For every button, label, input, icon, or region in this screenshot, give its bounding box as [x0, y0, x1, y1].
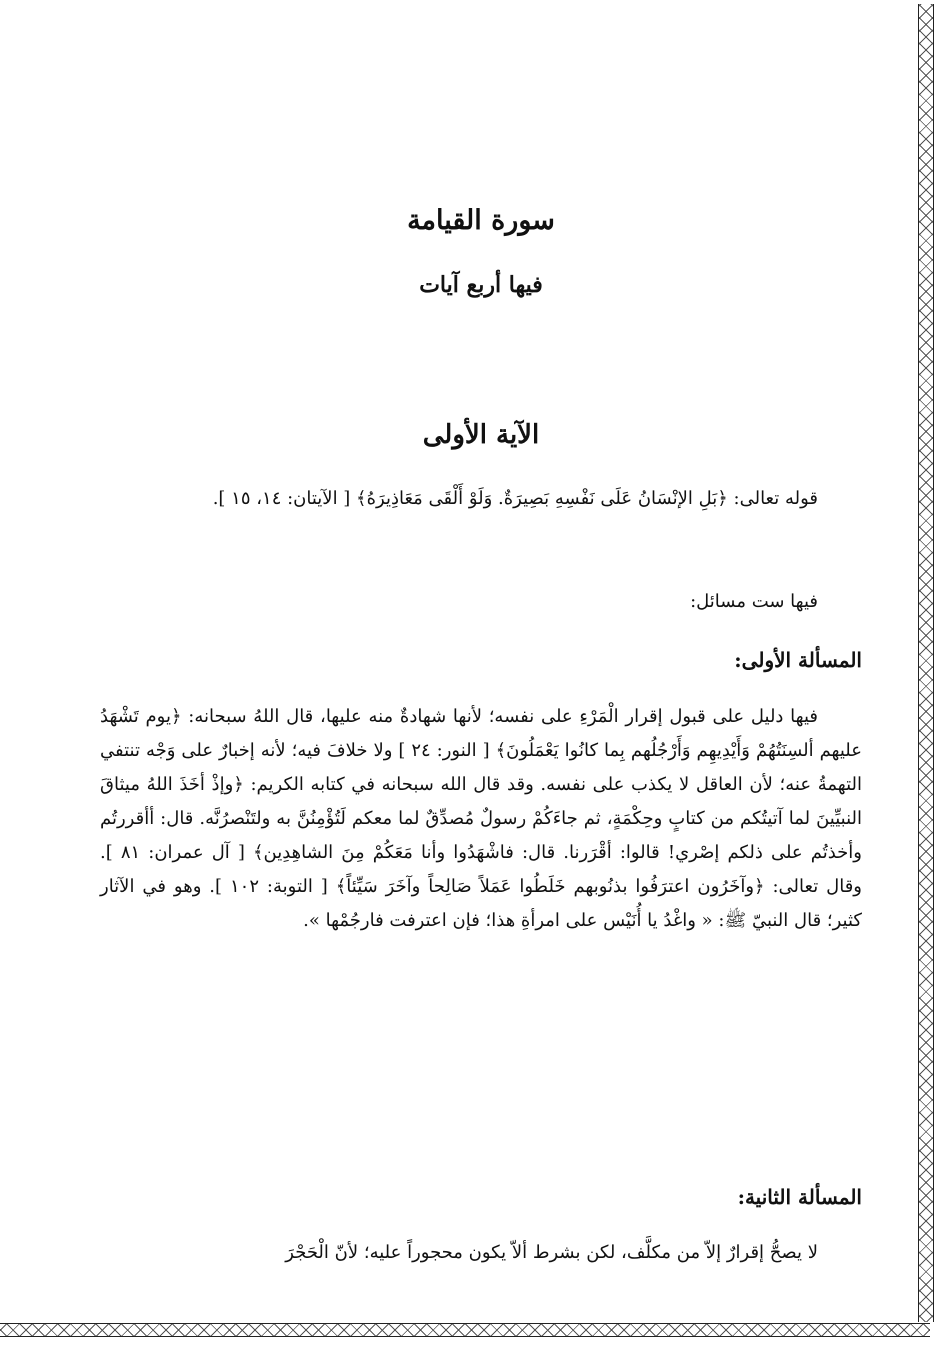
ayah-intro-paragraph: قوله تعالى: ﴿بَلِ الإنْسَانُ عَلَى نَفْسِهِ بَصِيرَةٌ. وَلَوْ أَلْقَى مَعَاذِيرَهُ﴾ [ الآيتان: ١٤، ١٥ ]. — [212, 488, 818, 509]
issue-2-body: لا يصحُّ إقرارٌ إلاّ من مكلَّف، لكن بشرط ألاّ يكون محجوراً عليه؛ لأنّ الْحَجْرَ — [285, 1242, 818, 1263]
surah-title: سورة القيامة — [407, 205, 555, 236]
decorative-border-bottom — [0, 1323, 930, 1337]
issue-1-body: فيها دليل على قبول إقرار الْمَرْءِ على نفسه؛ لأنها شهادةٌ منه عليها، قال اللهُ سبحانه: ﴿يوم تَشْهَدُ عليهم ألسِنَتُهُمْ وَأَيْدِيهِم وَأَرْجُلُهم بِما كانُوا يَعْمَلُونَ﴾ [ النور: ٢٤ ] ولا خلافَ فيه؛ لأنه إخبارٌ على وَجْه تنتفي التهمةُ عنه؛ لأن العاقل لا يكذب على نفسه. وقد قال الله سبحانه في كتابه الكريم: ﴿وإذْ أخَذَ اللهُ ميثاقَ النبيِّينَ لما آتيتُكم من كتابٍ وحِكْمَةٍ، ثم جاءَكُمْ رسولٌ مُصدِّقٌ لما معكم لَتُؤْمِنُنَّ به ولتَنْصرُنَّه. قال: أأقررتُم وأخذتُم على ذلكم إصْري! قالوا: أقْرَرنا. قال: فاشْهَدُوا وأنا مَعَكُمْ مِنَ الشاهِدِين﴾ [ آل عمران: ٨١ ]. وقال تعالى: ﴿وآخَرُون اعترَفُوا بذنُوبهم خَلَطُوا عَمَلاً صَالِحاً وآخَرَ سَيِّئاً﴾ [ التوبة: ١٠٢ ]. وهو في الآثار كثير؛ قال النبيّ ﷺ: « واغْدُ يا أُنَيْس على امرأةِ هذا؛ فإن اعترفت فارجُمْها ». — [100, 706, 862, 931]
decorative-border-right — [918, 4, 934, 1322]
surah-subtitle: فيها أربع آيات — [419, 272, 543, 298]
issue-2-heading: المسألة الثانية: — [737, 1185, 862, 1209]
issues-count-line: فيها ست مسائل: — [690, 591, 818, 612]
issue-1-heading: المسألة الأولى: — [734, 648, 862, 672]
page-content — [100, 0, 862, 1320]
ayah-heading: الآية الأولى — [422, 420, 540, 450]
